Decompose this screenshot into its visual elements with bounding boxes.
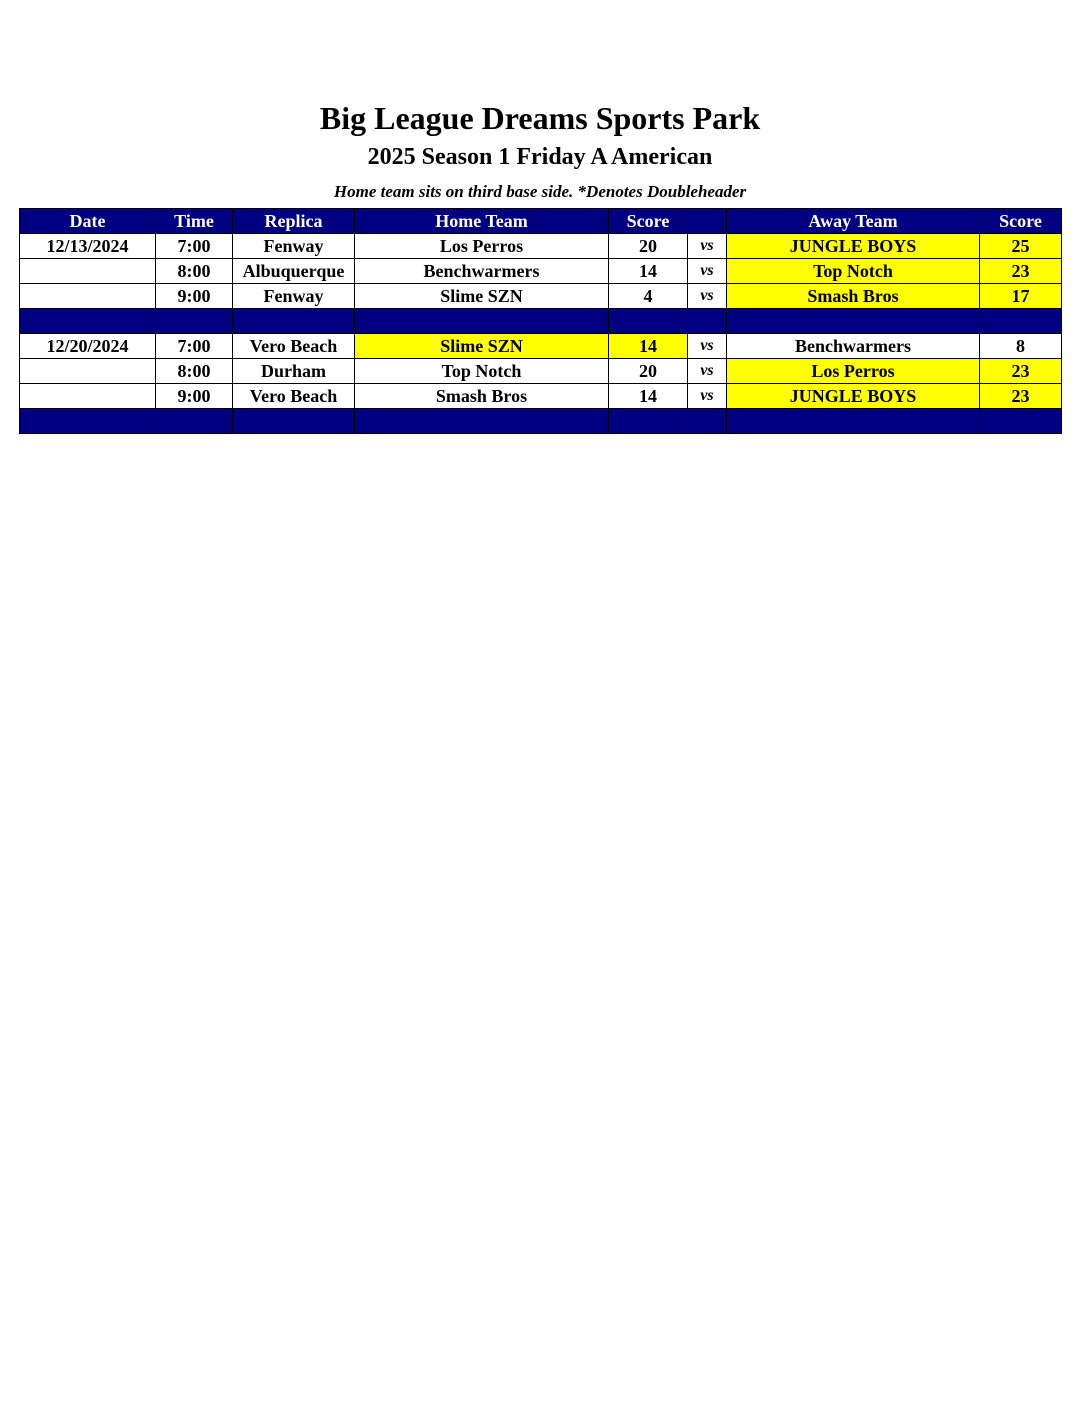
game-time: 8:00 [156, 259, 233, 284]
away-team: Top Notch [727, 259, 980, 284]
column-header-away-score: Score [980, 209, 1062, 234]
vs-label: vs [688, 384, 727, 409]
game-replica: Albuquerque [233, 259, 355, 284]
game-replica: Fenway [233, 234, 355, 259]
home-score: 14 [609, 259, 688, 284]
game-row [20, 334, 1062, 359]
schedule-note: Home team sits on third base side. *Denotes Doubleheader [333, 182, 747, 201]
page-subtitle: 2025 Season 1 Friday A American [367, 144, 713, 170]
column-header-date: Date [20, 209, 156, 234]
column-header-away-team: Away Team [727, 209, 980, 234]
game-row [20, 259, 1062, 284]
game-row [20, 359, 1062, 384]
week-separator-row [20, 409, 1062, 434]
column-header-vs [688, 209, 727, 234]
home-score: 20 [609, 234, 688, 259]
header-row [20, 209, 1062, 234]
home-team: Smash Bros [355, 384, 609, 409]
week-separator-row [20, 309, 1062, 334]
away-score: 23 [980, 384, 1062, 409]
home-score: 20 [609, 359, 688, 384]
away-team: JUNGLE BOYS [727, 234, 980, 259]
home-score: 14 [609, 334, 688, 359]
away-score: 17 [980, 284, 1062, 309]
away-score: 23 [980, 259, 1062, 284]
vs-label: vs [688, 359, 727, 384]
away-score: 25 [980, 234, 1062, 259]
home-team: Top Notch [355, 359, 609, 384]
away-score: 8 [980, 334, 1062, 359]
game-date [20, 259, 156, 284]
away-team: Los Perros [727, 359, 980, 384]
game-row [20, 284, 1062, 309]
game-replica: Durham [233, 359, 355, 384]
away-team: Benchwarmers [727, 334, 980, 359]
home-team: Benchwarmers [355, 259, 609, 284]
game-time: 9:00 [156, 384, 233, 409]
game-replica: Vero Beach [233, 334, 355, 359]
game-date: 12/13/2024 [20, 234, 156, 259]
game-row [20, 384, 1062, 409]
game-row [20, 234, 1062, 259]
game-replica: Fenway [233, 284, 355, 309]
vs-label: vs [688, 234, 727, 259]
game-time: 8:00 [156, 359, 233, 384]
column-header-replica: Replica [233, 209, 355, 234]
game-date: 12/20/2024 [20, 334, 156, 359]
home-score: 4 [609, 284, 688, 309]
column-header-time: Time [156, 209, 233, 234]
vs-label: vs [688, 284, 727, 309]
column-header-home-score: Score [609, 209, 688, 234]
game-replica: Vero Beach [233, 384, 355, 409]
game-date [20, 284, 156, 309]
away-score: 23 [980, 359, 1062, 384]
schedule-table [19, 208, 1062, 434]
game-date [20, 384, 156, 409]
game-time: 7:00 [156, 334, 233, 359]
page-title: Big League Dreams Sports Park [319, 100, 761, 136]
home-team: Los Perros [355, 234, 609, 259]
column-header-home-team: Home Team [355, 209, 609, 234]
game-date [20, 359, 156, 384]
home-team: Slime SZN [355, 334, 609, 359]
vs-label: vs [688, 334, 727, 359]
home-team: Slime SZN [355, 284, 609, 309]
vs-label: vs [688, 259, 727, 284]
home-score: 14 [609, 384, 688, 409]
away-team: Smash Bros [727, 284, 980, 309]
game-time: 9:00 [156, 284, 233, 309]
away-team: JUNGLE BOYS [727, 384, 980, 409]
game-time: 7:00 [156, 234, 233, 259]
